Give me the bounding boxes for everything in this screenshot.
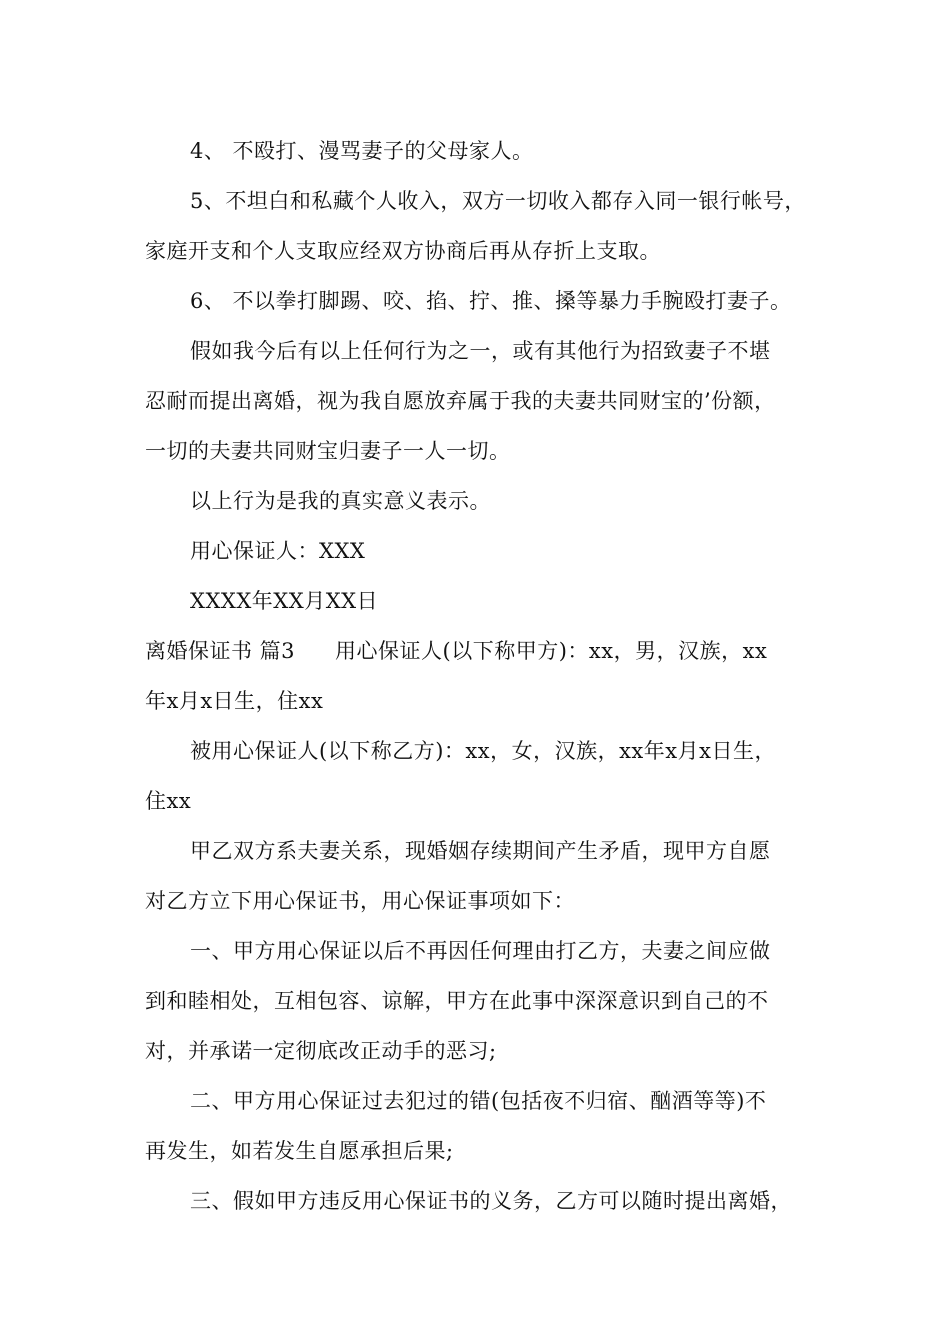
signature-date: XXXX年XX月XX日 bbox=[190, 589, 379, 613]
clause-5-line-2: 家庭开支和个人支取应经双方协商后再从存折上支取。 bbox=[145, 239, 661, 263]
party-b-line-2: 住xx bbox=[145, 789, 192, 813]
section-heading-line bbox=[145, 636, 767, 666]
party-b-line-1: 被用心保证人(以下称乙方)：xx，女，汉族，xx年x月x日生， bbox=[190, 739, 776, 763]
relationship-line-2: 对乙方立下用心保证书，用心保证事项如下： bbox=[145, 889, 575, 913]
statement-line-1: 假如我今后有以上任何行为之一，或有其他行为招致妻子不堪 bbox=[190, 339, 771, 363]
item-1-line-1: 一、甲方用心保证以后不再因任何理由打乙方，夫妻之间应做 bbox=[190, 939, 771, 963]
relationship-line-1: 甲乙双方系夫妻关系，现婚姻存续期间产生矛盾，现甲方自愿 bbox=[190, 839, 771, 863]
item-2-line-2: 再发生，如若发生自愿承担后果; bbox=[145, 1139, 454, 1163]
declaration: 以上行为是我的真实意义表示。 bbox=[190, 489, 491, 513]
statement-line-2: 忍耐而提出离婚，视为我自愿放弃属于我的夫妻共同财宝的’份额， bbox=[145, 389, 776, 413]
clause-4: 4、 不殴打、漫骂妻子的父母家人。 bbox=[190, 139, 534, 163]
party-a-line-2: 年x月x日生，住xx bbox=[145, 689, 324, 713]
clause-5-line-1: 5、不坦白和私藏个人收入，双方一切收入都存入同一银行帐号， bbox=[190, 189, 806, 213]
statement-line-3: 一切的夫妻共同财宝归妻子一人一切。 bbox=[145, 439, 511, 463]
party-a-intro: 用心保证人(以下称甲方)：xx，男，汉族，xx bbox=[335, 639, 768, 663]
section-title: 离婚保证书 篇3 bbox=[145, 639, 296, 663]
item-1-line-2: 到和睦相处，互相包容、谅解，甲方在此事中深深意识到自己的不 bbox=[145, 989, 769, 1013]
item-1-line-3: 对，并承诺一定彻底改正动手的恶习; bbox=[145, 1039, 497, 1063]
guarantor-signature: 用心保证人：XXX bbox=[190, 539, 366, 563]
item-3-line-1: 三、假如甲方违反用心保证书的义务，乙方可以随时提出离婚， bbox=[190, 1189, 792, 1213]
item-2-line-1: 二、甲方用心保证过去犯过的错(包括夜不归宿、酗酒等等)不 bbox=[190, 1089, 767, 1113]
clause-6: 6、 不以拳打脚踢、咬、掐、拧、推、搡等暴力手腕殴打妻子。 bbox=[190, 289, 792, 313]
